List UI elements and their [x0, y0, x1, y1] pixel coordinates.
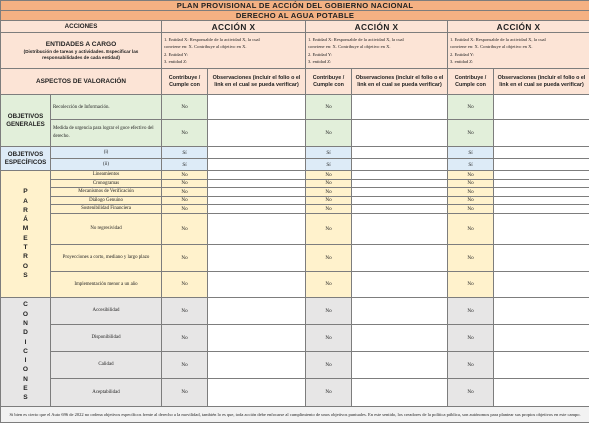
vertical-letter: I [24, 357, 27, 365]
observaciones-cell [352, 378, 448, 406]
contribuye-value: Sí [448, 147, 494, 159]
contribuye-value: No [162, 271, 208, 297]
aspect-label: Mecanismos de Verificación [51, 188, 162, 197]
contribuye-value: No [162, 95, 208, 120]
acciones-header: ACCIONES [1, 21, 162, 33]
contribuye-header-1: Contribuye / Cumple con [162, 69, 208, 95]
observaciones-cell [352, 95, 448, 120]
contribuye-value: No [162, 297, 208, 324]
contribuye-value: No [162, 324, 208, 351]
vertical-letter: O [22, 262, 29, 270]
entidad-line: conviene en: X. Contribuye al objetivo en X. [308, 44, 391, 49]
contribuye-value: No [162, 378, 208, 406]
observaciones-cell [494, 159, 589, 171]
observaciones-cell [494, 205, 589, 214]
entidad-line: conviene en: X. Contribuye al objetivo en X. [164, 44, 247, 49]
vertical-letter: C [23, 347, 28, 355]
observaciones-cell [208, 147, 306, 159]
vertical-letter: R [23, 253, 28, 261]
entidad-line: conviene en: X. Contribuye al objetivo en X. [450, 44, 533, 49]
contribuye-value: Sí [448, 159, 494, 171]
contribuye-value: No [306, 351, 352, 378]
observaciones-cell [352, 297, 448, 324]
contribuye-value: No [306, 205, 352, 214]
observaciones-header-2: Observaciones (incluir el folio o el link en el cual se pueda verificar) [352, 69, 448, 95]
observaciones-cell [208, 351, 306, 378]
vertical-letter: P [23, 188, 28, 196]
aspect-label: Medida de urgencia para lograr el goce efectivo del derecho. [51, 120, 162, 147]
contribuye-value: No [448, 205, 494, 214]
group-label-parametros [1, 171, 51, 298]
observaciones-header-3: Observaciones (incluir el folio o el link en el cual se pueda verificar) [494, 69, 589, 95]
vertical-letter: M [22, 225, 29, 233]
contribuye-value: No [306, 324, 352, 351]
page-title: PLAN PROVISIONAL DE ACCIÓN DEL GOBIERNO NACIONAL [1, 1, 589, 11]
aspect-label: Implementación menor a un año [51, 271, 162, 297]
aspect-label: Recolección de Información. [51, 95, 162, 120]
accion-header-2: ACCIÓN X [306, 21, 448, 33]
observaciones-cell [352, 159, 448, 171]
aspect-label: Proyecciones a corto, mediano y largo plazo [51, 244, 162, 271]
aspect-label: Aceptabilidad [51, 378, 162, 406]
observaciones-cell [208, 213, 306, 244]
contribuye-value: No [306, 297, 352, 324]
contribuye-value: No [306, 95, 352, 120]
entidades-accion-3 [448, 33, 589, 69]
contribuye-header-2: Contribuye / Cumple con [306, 69, 352, 95]
table-row [1, 179, 589, 188]
contribuye-value: No [162, 205, 208, 214]
contribuye-value: No [448, 120, 494, 147]
observaciones-cell [208, 271, 306, 297]
contribuye-value: No [448, 95, 494, 120]
entidades-desc: (Distribución de tareas y actividades. Especificar las responsabilidades de cada entidad) [23, 48, 139, 60]
entidad-line: 1. Entidad X: Responsable de la actividad X, la cual [308, 36, 404, 42]
vertical-letter: R [23, 206, 28, 214]
table-row [1, 271, 589, 297]
observaciones-header-1: Observaciones (incluir el folio o el link en el cual se pueda verificar) [208, 69, 306, 95]
vertical-letter: N [23, 375, 28, 383]
observaciones-cell [352, 188, 448, 197]
observaciones-cell [494, 95, 589, 120]
observaciones-cell [352, 179, 448, 188]
observaciones-cell [494, 297, 589, 324]
observaciones-cell [352, 205, 448, 214]
accion-header-1: ACCIÓN X [162, 21, 306, 33]
page-subtitle: DERECHO AL AGUA POTABLE [1, 11, 589, 21]
contribuye-value: No [162, 179, 208, 188]
contribuye-value: No [162, 188, 208, 197]
table-row [1, 351, 589, 378]
vertical-letter: I [24, 338, 27, 346]
contribuye-value: Sí [306, 159, 352, 171]
observaciones-cell [494, 196, 589, 205]
observaciones-cell [208, 95, 306, 120]
contribuye-value: No [306, 271, 352, 297]
aspect-label: Sostenibilidad Financiera [51, 205, 162, 214]
observaciones-cell [352, 244, 448, 271]
table-row [1, 213, 589, 244]
table-row [1, 147, 589, 159]
observaciones-cell [494, 179, 589, 188]
observaciones-cell [494, 351, 589, 378]
contribuye-value: No [448, 244, 494, 271]
vertical-letter: O [22, 366, 29, 374]
group-label-generales: OBJETIVOS GENERALES [1, 95, 51, 147]
contribuye-value: No [448, 171, 494, 180]
contribuye-value: No [448, 188, 494, 197]
contribuye-value: No [162, 244, 208, 271]
vertical-letter: T [23, 244, 28, 252]
contribuye-value: No [448, 196, 494, 205]
contribuye-value: No [306, 213, 352, 244]
observaciones-cell [208, 324, 306, 351]
entidades-accion-1 [162, 33, 306, 69]
observaciones-cell [352, 120, 448, 147]
contribuye-value: No [448, 213, 494, 244]
entidad-line: 2. Entidad Y: [164, 51, 189, 57]
contribuye-value: No [306, 188, 352, 197]
entidades-title: ENTIDADES A CARGO [45, 40, 117, 48]
contribuye-value: No [448, 378, 494, 406]
group-label-condiciones-text [3, 300, 48, 402]
observaciones-cell [208, 120, 306, 147]
contribuye-value: No [162, 120, 208, 147]
entidad-line: 2. Entidad Y: [450, 51, 475, 57]
aspectos-header: ASPECTOS DE VALORACIÓN [1, 69, 162, 95]
table-row [1, 95, 589, 120]
contribuye-value: No [306, 244, 352, 271]
contribuye-value: No [448, 324, 494, 351]
contribuye-value: No [448, 351, 494, 378]
entidades-cell [1, 33, 162, 69]
vertical-letter: C [23, 301, 28, 309]
group-label-parametros-text [3, 187, 48, 280]
observaciones-cell [208, 171, 306, 180]
observaciones-cell [352, 324, 448, 351]
observaciones-cell [352, 213, 448, 244]
contribuye-value: No [162, 196, 208, 205]
vertical-letter: E [23, 234, 28, 242]
observaciones-cell [352, 147, 448, 159]
table-row [1, 171, 589, 180]
aspect-label: Calidad [51, 351, 162, 378]
observaciones-cell [494, 213, 589, 244]
aspect-label: Lineamientos [51, 171, 162, 180]
contribuye-value: No [448, 179, 494, 188]
observaciones-cell [208, 196, 306, 205]
contribuye-value: No [306, 171, 352, 180]
contribuye-header-3: Contribuye / Cumple con [448, 69, 494, 95]
table-row [1, 244, 589, 271]
vertical-letter: N [23, 319, 28, 327]
observaciones-cell [494, 244, 589, 271]
vertical-letter: S [23, 394, 28, 402]
aspect-label: No regresividad [51, 213, 162, 244]
entidad-line: 3. entidad Z: [308, 59, 332, 64]
contribuye-value: No [162, 351, 208, 378]
observaciones-cell [208, 159, 306, 171]
observaciones-cell [494, 378, 589, 406]
table-row [1, 188, 589, 197]
contribuye-value: No [448, 271, 494, 297]
entidad-line: 1. Entidad X: Responsable de la actividad X, la cual [164, 36, 260, 42]
observaciones-cell [494, 271, 589, 297]
entidad-line: 1. Entidad X: Responsable de la actividad X, la cual [450, 36, 546, 42]
table-row [1, 159, 589, 171]
table-row [1, 120, 589, 147]
entidades-accion-2 [306, 33, 448, 69]
aspect-label: (ii) [51, 159, 162, 171]
footer-note: Si bien es cierto que el Auto 696 de 2022 no ordena objetivos específicos frente al derecho a la movilidad, también lo es que, toda acción debe enfocarse al cumplimiento de unos objetivos puntuales. En este sentido, los creadores de la política pública, son autónomos para plantear sus propios objetivos en este campo. [1, 406, 589, 422]
observaciones-cell [494, 120, 589, 147]
aspect-label: Cronogramas [51, 179, 162, 188]
vertical-letter: E [23, 385, 28, 393]
observaciones-cell [208, 188, 306, 197]
aspect-label: Accesibilidad [51, 297, 162, 324]
aspect-label: Diálogo Genuino [51, 196, 162, 205]
table-row [1, 297, 589, 324]
observaciones-cell [352, 171, 448, 180]
entidad-line: 2. Entidad Y: [308, 51, 333, 57]
contribuye-value: No [306, 179, 352, 188]
table-row [1, 378, 589, 406]
table-row [1, 324, 589, 351]
vertical-letter: D [23, 329, 28, 337]
contribuye-value: No [162, 213, 208, 244]
vertical-letter: O [22, 310, 29, 318]
observaciones-cell [352, 196, 448, 205]
contribuye-value: No [306, 196, 352, 205]
contribuye-value: Sí [162, 159, 208, 171]
observaciones-cell [494, 147, 589, 159]
observaciones-cell [352, 351, 448, 378]
accion-header-3: ACCIÓN X [448, 21, 589, 33]
vertical-letter: A [23, 197, 28, 205]
entidad-line: 3. entidad Z: [450, 59, 474, 64]
table-row [1, 196, 589, 205]
observaciones-cell [208, 205, 306, 214]
group-label-especificos: OBJETIVOS ESPECÍFICOS [1, 147, 51, 171]
contribuye-value: No [306, 378, 352, 406]
contribuye-value: Sí [306, 147, 352, 159]
aspect-label: Disponibilidad [51, 324, 162, 351]
vertical-letter: Á [23, 216, 28, 224]
observaciones-cell [208, 297, 306, 324]
observaciones-cell [494, 171, 589, 180]
contribuye-value: No [162, 171, 208, 180]
contribuye-value: Sí [162, 147, 208, 159]
contribuye-value: No [448, 297, 494, 324]
group-label-condiciones [1, 297, 51, 406]
table-row [1, 205, 589, 214]
observaciones-cell [208, 378, 306, 406]
entidad-line: 3. entidad Z: [164, 59, 188, 64]
observaciones-cell [352, 271, 448, 297]
observaciones-cell [208, 244, 306, 271]
vertical-letter: S [23, 271, 28, 279]
observaciones-cell [494, 188, 589, 197]
observaciones-cell [494, 324, 589, 351]
observaciones-cell [208, 179, 306, 188]
contribuye-value: No [306, 120, 352, 147]
aspect-label: (i) [51, 147, 162, 159]
